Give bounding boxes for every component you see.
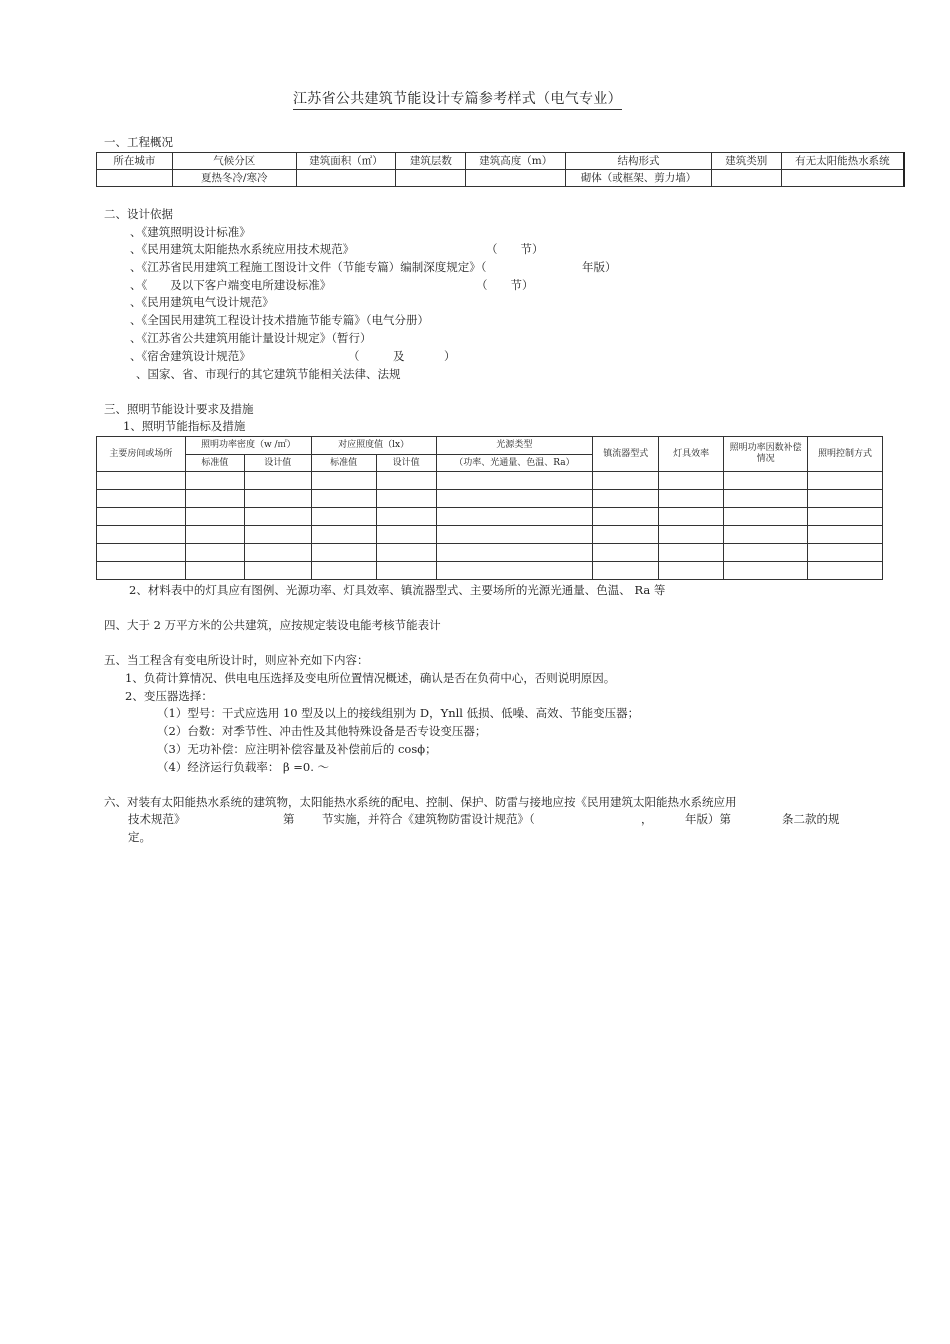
header-category: 建筑类别 [711,153,781,170]
header-power-factor: 照明功率因数补偿情况 [724,437,808,472]
table-row [97,508,883,526]
page-title: 江苏省公共建筑节能设计专篇参考样式（电气专业） [293,88,622,110]
table-row [97,562,883,580]
section-3-sub1: 1、照明节能指标及措施 [123,419,246,433]
section-6-line2-a: 技术规范》 [128,812,186,826]
section-6-line2-c: 节实施，并符合《建筑物防雷设计规范》（ [322,812,535,826]
transformer-point-3: （3）无功补偿：应注明补偿容量及补偿前后的 cosϕ； [157,742,437,756]
transformer-point-4: （4）经济运行负载率： β =0. ～ [157,760,330,774]
basis-item-2-tail: （ 节） [486,242,544,256]
header-room: 主要房间或场所 [97,437,186,472]
table-header-row [97,153,905,170]
section-6-line2-d: ， [641,812,653,826]
project-overview-table [96,152,905,187]
basis-item-7: 、《江苏省公共建筑用能计量设计规定》（暂行） [130,331,372,345]
header-lux-design: 设计值 [376,455,436,472]
section-5-heading: 五、当工程含有变电所设计时，则应补充如下内容： [104,653,369,667]
basis-item-5: 、《民用建筑电气设计规范》 [130,295,274,309]
header-lux-standard: 标准值 [311,455,376,472]
section-5-line1: 1、负荷计算情况、供电电压选择及变电所位置情况概述，确认是否在负荷中心，否则说明原因。 [125,671,616,685]
transformer-point-1: （1）型号：干式应选用 10 型及以上的接线组别为 D，Ynll 低损、低噪、高效、节能变压器； [157,706,640,720]
header-climate: 气候分区 [172,153,296,170]
header-source-detail: （功率、光通量、色温、Ra） [436,455,593,472]
basis-item-2: 、《民用建筑太阳能热水系统应用技术规范》 [130,242,355,256]
section-2-heading: 二、设计依据 [104,207,173,221]
section-5-line2: 2、变压器选择： [125,689,213,703]
transformer-point-2: （2）台数：对季节性、冲击性及其他特殊设备是否专设变压器； [157,724,487,738]
cell-area [296,170,396,187]
basis-item-8-tail-a: （ [348,349,360,363]
header-ballast: 镇流器型式 [593,437,659,472]
cell-structure: 砌体（或框架、剪力墙） [566,170,712,187]
cell-solar [781,170,904,187]
section-6-line2-b: 第 [283,812,295,826]
table-row [97,472,883,490]
section-6-line2-f: 条二款的规 [782,812,840,826]
header-lpd-standard: 标准值 [185,455,244,472]
cell-climate: 夏热冬冷/寒冷 [172,170,296,187]
table-row [97,490,883,508]
section-4-heading: 四、大于 2 万平方米的公共建筑，应按规定装设电能考核节能表计 [104,618,441,632]
basis-item-8: 、《宿舍建筑设计规范》 [130,349,251,363]
basis-item-4: 、《 及以下客户端变电所建设标准》 [130,278,332,292]
basis-item-3-tail: 年版） [582,260,617,274]
table-row [97,526,883,544]
header-city: 所在城市 [97,153,173,170]
section-3-note2: 2、材料表中的灯具应有图例、光源功率、灯具效率、镇流器型式、主要场所的光源光通量、色温、 Ra 等 [129,583,666,597]
table-header-row [97,437,883,455]
basis-item-9: 、国家、省、市现行的其它建筑节能相关法律、法规 [136,367,401,381]
header-height: 建筑高度（m） [466,153,566,170]
lighting-index-table [96,436,883,580]
header-lux: 对应照度值（lx） [311,437,436,455]
cell-category [711,170,781,187]
basis-item-3: 、《江苏省民用建筑工程施工图设计文件（节能专篇）编制深度规定》（ [130,260,487,274]
basis-item-8-tail-c: ） [444,349,456,363]
cell-floors [396,170,466,187]
header-solar: 有无太阳能热水系统 [781,153,904,170]
cell-height [466,170,566,187]
header-control: 照明控制方式 [808,437,883,472]
section-3-heading: 三、照明节能设计要求及措施 [104,402,254,416]
basis-item-4-tail: （ 节） [476,278,534,292]
basis-item-8-tail-b: 及 [393,349,405,363]
header-area: 建筑面积（㎡） [296,153,396,170]
section-6-line3: 定。 [128,830,151,844]
header-source: 光源类型 [436,437,593,455]
header-lpd: 照明功率密度（w /㎡） [185,437,311,455]
cell-city [97,170,173,187]
section-6-line2-e: 年版）第 [685,812,731,826]
header-efficiency: 灯具效率 [659,437,724,472]
header-structure: 结构形式 [566,153,712,170]
section-1-heading: 一、工程概况 [104,135,173,149]
table-row [97,170,905,187]
header-lpd-design: 设计值 [244,455,311,472]
header-floors: 建筑层数 [396,153,466,170]
section-6-line1: 六、对装有太阳能热水系统的建筑物，太阳能热水系统的配电、控制、保护、防雷与接地应按《民用建筑太阳能热水系统应用 [104,795,737,809]
basis-item-1: 、《建筑照明设计标准》 [130,225,251,239]
table-row [97,544,883,562]
basis-item-6: 、《全国民用建筑工程设计技术措施节能专篇》（电气分册） [130,313,429,327]
